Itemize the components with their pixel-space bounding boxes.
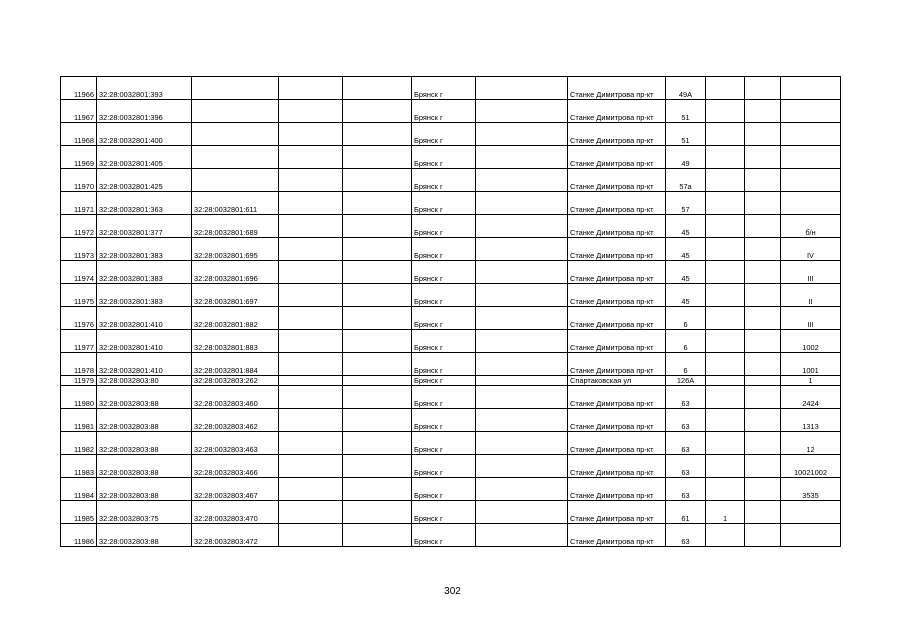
row-number: 11981	[61, 409, 97, 432]
col-4	[279, 353, 343, 376]
street: Станке Димитрова пр-кт	[568, 478, 666, 501]
col-7	[476, 409, 568, 432]
col-10	[706, 100, 745, 123]
col-5	[343, 123, 412, 146]
street: Станке Димитрова пр-кт	[568, 215, 666, 238]
col-5	[343, 146, 412, 169]
city: Брянск г	[412, 77, 476, 100]
cadastral-number: 32:28:0032803:80	[97, 376, 192, 386]
table-row	[61, 123, 841, 146]
col-5	[343, 169, 412, 192]
col-10	[706, 77, 745, 100]
col-7	[476, 284, 568, 307]
col-4	[279, 455, 343, 478]
col-10	[706, 432, 745, 455]
house-number: 45	[666, 261, 706, 284]
col-7	[476, 501, 568, 524]
city: Брянск г	[412, 501, 476, 524]
col-11	[745, 284, 781, 307]
col-10	[706, 215, 745, 238]
cadastral-sub-number: 32:28:0032803:463	[192, 432, 279, 455]
premise-number: 1	[781, 376, 841, 386]
premise-number: б/н	[781, 215, 841, 238]
city: Брянск г	[412, 192, 476, 215]
col-4	[279, 238, 343, 261]
city: Брянск г	[412, 386, 476, 409]
col-5	[343, 386, 412, 409]
street: Станке Димитрова пр-кт	[568, 432, 666, 455]
row-number: 11972	[61, 215, 97, 238]
col-5	[343, 100, 412, 123]
col-4	[279, 123, 343, 146]
cadastral-number: 32:28:0032801:383	[97, 261, 192, 284]
col-5	[343, 409, 412, 432]
col-10	[706, 261, 745, 284]
col-10	[706, 123, 745, 146]
city: Брянск г	[412, 284, 476, 307]
house-number: 63	[666, 455, 706, 478]
col-10	[706, 307, 745, 330]
col-4	[279, 146, 343, 169]
table-row	[61, 238, 841, 261]
table-row	[61, 455, 841, 478]
table-row	[61, 261, 841, 284]
premise-number: 1001	[781, 353, 841, 376]
col-7	[476, 376, 568, 386]
col-7	[476, 238, 568, 261]
col-7	[476, 353, 568, 376]
premise-number: IV	[781, 238, 841, 261]
cadastral-number: 32:28:0032803:88	[97, 455, 192, 478]
city: Брянск г	[412, 478, 476, 501]
cadastral-number: 32:28:0032801:410	[97, 307, 192, 330]
col-7	[476, 169, 568, 192]
street: Станке Димитрова пр-кт	[568, 524, 666, 547]
premise-number	[781, 123, 841, 146]
premise-number	[781, 501, 841, 524]
col-10	[706, 192, 745, 215]
house-number: 63	[666, 478, 706, 501]
city: Брянск г	[412, 455, 476, 478]
cadastral-sub-number: 32:28:0032801:697	[192, 284, 279, 307]
city: Брянск г	[412, 432, 476, 455]
col-11	[745, 478, 781, 501]
premise-number: II	[781, 284, 841, 307]
row-number: 11970	[61, 169, 97, 192]
col-4	[279, 501, 343, 524]
premise-number	[781, 77, 841, 100]
street: Станке Димитрова пр-кт	[568, 100, 666, 123]
city: Брянск г	[412, 100, 476, 123]
cadastral-number: 32:28:0032801:396	[97, 100, 192, 123]
col-4	[279, 307, 343, 330]
col-11	[745, 238, 781, 261]
col-10	[706, 146, 745, 169]
col-11	[745, 307, 781, 330]
street: Станке Димитрова пр-кт	[568, 284, 666, 307]
cadastral-sub-number	[192, 100, 279, 123]
col-11	[745, 501, 781, 524]
row-number: 11975	[61, 284, 97, 307]
table-row	[61, 376, 841, 386]
col-11	[745, 524, 781, 547]
col-4	[279, 330, 343, 353]
col-4	[279, 284, 343, 307]
table-row	[61, 386, 841, 409]
cadastral-number: 32:28:0032803:88	[97, 386, 192, 409]
col-7	[476, 455, 568, 478]
street: Станке Димитрова пр-кт	[568, 409, 666, 432]
col-11	[745, 215, 781, 238]
table-row	[61, 284, 841, 307]
city: Брянск г	[412, 524, 476, 547]
premise-number	[781, 192, 841, 215]
table-row	[61, 307, 841, 330]
street: Станке Димитрова пр-кт	[568, 330, 666, 353]
page-number: 302	[444, 586, 461, 597]
city: Брянск г	[412, 146, 476, 169]
cadastral-sub-number	[192, 169, 279, 192]
row-number: 11978	[61, 353, 97, 376]
col-11	[745, 77, 781, 100]
col-5	[343, 353, 412, 376]
col-10	[706, 386, 745, 409]
house-number: 57	[666, 192, 706, 215]
city: Брянск г	[412, 238, 476, 261]
street: Станке Димитрова пр-кт	[568, 77, 666, 100]
col-10	[706, 409, 745, 432]
col-5	[343, 192, 412, 215]
house-number: 49	[666, 146, 706, 169]
cadastral-sub-number: 32:28:0032801:696	[192, 261, 279, 284]
cadastral-sub-number: 32:28:0032801:695	[192, 238, 279, 261]
col-11	[745, 169, 781, 192]
cadastral-number: 32:28:0032801:425	[97, 169, 192, 192]
cadastral-sub-number: 32:28:0032803:467	[192, 478, 279, 501]
premise-number	[781, 146, 841, 169]
street: Станке Димитрова пр-кт	[568, 238, 666, 261]
col-11	[745, 146, 781, 169]
premise-number: 10021002	[781, 455, 841, 478]
cadastral-sub-number: 32:28:0032803:262	[192, 376, 279, 386]
house-number: 6	[666, 330, 706, 353]
col-5	[343, 284, 412, 307]
house-number: 45	[666, 215, 706, 238]
col-10	[706, 455, 745, 478]
cadastral-number: 32:28:0032801:400	[97, 123, 192, 146]
premise-number	[781, 100, 841, 123]
col-11	[745, 100, 781, 123]
col-5	[343, 501, 412, 524]
premise-number: 1313	[781, 409, 841, 432]
col-4	[279, 386, 343, 409]
col-11	[745, 376, 781, 386]
col-4	[279, 77, 343, 100]
col-4	[279, 478, 343, 501]
city: Брянск г	[412, 376, 476, 386]
col-5	[343, 215, 412, 238]
col-4	[279, 261, 343, 284]
col-10	[706, 478, 745, 501]
col-10	[706, 330, 745, 353]
row-number: 11979	[61, 376, 97, 386]
table-row	[61, 215, 841, 238]
street: Станке Димитрова пр-кт	[568, 307, 666, 330]
cadastral-sub-number: 32:28:0032803:462	[192, 409, 279, 432]
col-5	[343, 524, 412, 547]
cadastral-number: 32:28:0032801:383	[97, 238, 192, 261]
house-number: 63	[666, 386, 706, 409]
house-number: 45	[666, 238, 706, 261]
col-5	[343, 330, 412, 353]
col-11	[745, 455, 781, 478]
street: Станке Димитрова пр-кт	[568, 169, 666, 192]
row-number: 11973	[61, 238, 97, 261]
col-7	[476, 146, 568, 169]
col-4	[279, 100, 343, 123]
col-7	[476, 100, 568, 123]
col-7	[476, 261, 568, 284]
row-number: 11985	[61, 501, 97, 524]
cadastral-sub-number: 32:28:0032801:884	[192, 353, 279, 376]
col-5	[343, 455, 412, 478]
city: Брянск г	[412, 353, 476, 376]
table-row	[61, 478, 841, 501]
col-7	[476, 77, 568, 100]
row-number: 11968	[61, 123, 97, 146]
city: Брянск г	[412, 215, 476, 238]
row-number: 11971	[61, 192, 97, 215]
col-4	[279, 169, 343, 192]
cadastral-number: 32:28:0032801:383	[97, 284, 192, 307]
col-10	[706, 376, 745, 386]
city: Брянск г	[412, 169, 476, 192]
row-number: 11976	[61, 307, 97, 330]
table-row	[61, 330, 841, 353]
table-row	[61, 524, 841, 547]
col-5	[343, 478, 412, 501]
house-number: 63	[666, 432, 706, 455]
col-11	[745, 386, 781, 409]
table-row	[61, 146, 841, 169]
city: Брянск г	[412, 330, 476, 353]
premise-number: 1002	[781, 330, 841, 353]
city: Брянск г	[412, 123, 476, 146]
table-row	[61, 100, 841, 123]
col-5	[343, 432, 412, 455]
street: Станке Димитрова пр-кт	[568, 192, 666, 215]
city: Брянск г	[412, 409, 476, 432]
cadastral-sub-number: 32:28:0032803:460	[192, 386, 279, 409]
col-7	[476, 524, 568, 547]
premise-number	[781, 524, 841, 547]
cadastral-number: 32:28:0032801:410	[97, 330, 192, 353]
col-5	[343, 77, 412, 100]
house-number: 63	[666, 409, 706, 432]
table-row	[61, 409, 841, 432]
col-11	[745, 123, 781, 146]
premise-number: III	[781, 261, 841, 284]
street: Станке Димитрова пр-кт	[568, 501, 666, 524]
cadastral-number: 32:28:0032803:88	[97, 524, 192, 547]
col-4	[279, 409, 343, 432]
cadastral-sub-number: 32:28:0032803:466	[192, 455, 279, 478]
col-10	[706, 238, 745, 261]
cadastral-number: 32:28:0032803:88	[97, 478, 192, 501]
row-number: 11980	[61, 386, 97, 409]
col-11	[745, 353, 781, 376]
row-number: 11966	[61, 77, 97, 100]
premise-number: III	[781, 307, 841, 330]
street: Станке Димитрова пр-кт	[568, 455, 666, 478]
col-4	[279, 376, 343, 386]
street: Станке Димитрова пр-кт	[568, 386, 666, 409]
cadastral-sub-number: 32:28:0032803:472	[192, 524, 279, 547]
cadastral-sub-number: 32:28:0032801:689	[192, 215, 279, 238]
table-row	[61, 501, 841, 524]
register-table	[60, 76, 841, 547]
cadastral-sub-number: 32:28:0032803:470	[192, 501, 279, 524]
table-row	[61, 432, 841, 455]
house-number: 51	[666, 123, 706, 146]
table-row	[61, 169, 841, 192]
cadastral-number: 32:28:0032803:88	[97, 409, 192, 432]
table-row	[61, 192, 841, 215]
cadastral-sub-number	[192, 77, 279, 100]
col-7	[476, 215, 568, 238]
cadastral-sub-number: 32:28:0032801:611	[192, 192, 279, 215]
street: Спартаковская ул	[568, 376, 666, 386]
col-5	[343, 376, 412, 386]
col-10	[706, 353, 745, 376]
col-4	[279, 215, 343, 238]
cadastral-number: 32:28:0032803:88	[97, 432, 192, 455]
house-number: 6	[666, 307, 706, 330]
col-7	[476, 386, 568, 409]
cadastral-sub-number	[192, 123, 279, 146]
city: Брянск г	[412, 261, 476, 284]
street: Станке Димитрова пр-кт	[568, 353, 666, 376]
row-number: 11969	[61, 146, 97, 169]
row-number: 11984	[61, 478, 97, 501]
street: Станке Димитрова пр-кт	[568, 123, 666, 146]
cadastral-number: 32:28:0032801:377	[97, 215, 192, 238]
house-number: 45	[666, 284, 706, 307]
house-number: 126А	[666, 376, 706, 386]
col-11	[745, 409, 781, 432]
col-7	[476, 123, 568, 146]
row-number: 11986	[61, 524, 97, 547]
premise-number	[781, 169, 841, 192]
cadastral-sub-number: 32:28:0032801:882	[192, 307, 279, 330]
cadastral-number: 32:28:0032803:75	[97, 501, 192, 524]
row-number: 11982	[61, 432, 97, 455]
col-4	[279, 192, 343, 215]
row-number: 11983	[61, 455, 97, 478]
col-7	[476, 307, 568, 330]
col-7	[476, 192, 568, 215]
col-11	[745, 432, 781, 455]
city: Брянск г	[412, 307, 476, 330]
cadastral-sub-number: 32:28:0032801:883	[192, 330, 279, 353]
house-number: 49А	[666, 77, 706, 100]
col-10	[706, 284, 745, 307]
table-row	[61, 77, 841, 100]
col-4	[279, 524, 343, 547]
cadastral-number: 32:28:0032801:405	[97, 146, 192, 169]
cadastral-number: 32:28:0032801:393	[97, 77, 192, 100]
cadastral-sub-number	[192, 146, 279, 169]
table-row	[61, 353, 841, 376]
col-5	[343, 238, 412, 261]
col-7	[476, 478, 568, 501]
premise-number: 12	[781, 432, 841, 455]
col-10	[706, 169, 745, 192]
col-5	[343, 307, 412, 330]
row-number: 11977	[61, 330, 97, 353]
col-7	[476, 432, 568, 455]
street: Станке Димитрова пр-кт	[568, 146, 666, 169]
premise-number: 3535	[781, 478, 841, 501]
col-7	[476, 330, 568, 353]
house-number: 61	[666, 501, 706, 524]
cadastral-number: 32:28:0032801:410	[97, 353, 192, 376]
col-10	[706, 524, 745, 547]
premise-number: 2424	[781, 386, 841, 409]
col-11	[745, 261, 781, 284]
col-5	[343, 261, 412, 284]
house-number: 63	[666, 524, 706, 547]
house-number: 57а	[666, 169, 706, 192]
col-4	[279, 432, 343, 455]
row-number: 11967	[61, 100, 97, 123]
col-11	[745, 192, 781, 215]
row-number: 11974	[61, 261, 97, 284]
cadastral-number: 32:28:0032801:363	[97, 192, 192, 215]
street: Станке Димитрова пр-кт	[568, 261, 666, 284]
house-number: 51	[666, 100, 706, 123]
house-number: 6	[666, 353, 706, 376]
col-11	[745, 330, 781, 353]
col-10: 1	[706, 501, 745, 524]
